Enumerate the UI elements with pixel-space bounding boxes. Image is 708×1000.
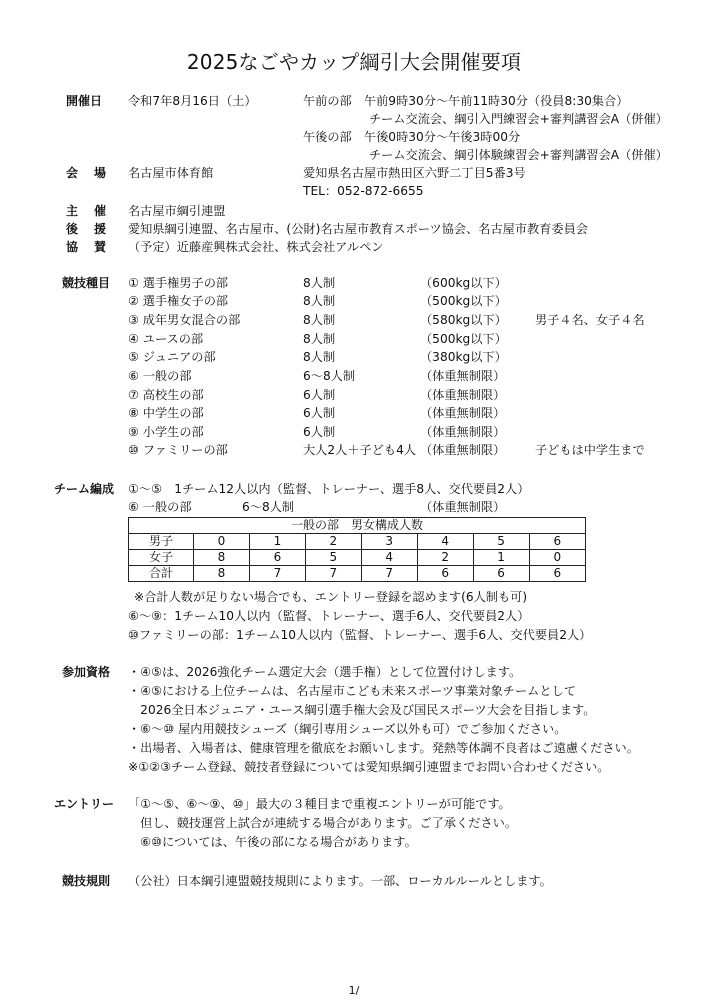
- composition-table: [128, 517, 586, 582]
- event-note: 子どもは中学生まで: [535, 443, 645, 457]
- team-line: ①～⑤ 1チーム12人以内（監督、トレーナー、選手8人、交代要員2人）: [128, 482, 530, 496]
- event-format: 6人制: [303, 388, 336, 402]
- event-note: 男子４名、女子４名: [535, 313, 645, 327]
- table-cell: 7: [361, 566, 417, 582]
- team-note: ⑩ファミリーの部：1チーム10人以内（監督、トレーナー、選手6人、交代要員2人）: [128, 628, 592, 642]
- event-name: ⑥ 一般の部: [128, 369, 192, 383]
- table-cell: 6: [473, 566, 529, 582]
- team-label: チーム編成: [54, 482, 115, 496]
- event-name: ⑩ ファミリーの部: [128, 443, 228, 457]
- table-cell: 4: [361, 550, 417, 566]
- table-row: [129, 566, 586, 582]
- eligibility-line: ・⑥～⑩ 屋内用競技シューズ（綱引専用シューズ以外も可）でご参加ください。: [128, 722, 567, 736]
- schedule-line: チーム交流会、綱引体験練習会+審判講習会A（併催）: [369, 148, 668, 162]
- table-title: 一般の部 男女構成人数: [129, 518, 586, 534]
- table-cell: 8: [194, 550, 250, 566]
- venue-tel: TEL：052-872-6655: [303, 184, 424, 198]
- table-cell: 4: [417, 534, 473, 550]
- entry-line: 但し、競技運営上試合が連続する場合があります。ご了承ください。: [128, 816, 518, 830]
- team-general-format: 6～8人制: [242, 500, 295, 514]
- table-cell: 1: [473, 550, 529, 566]
- table-cell: 2: [305, 534, 361, 550]
- schedule-label: 開催日: [66, 94, 103, 108]
- eligibility-line: ・出場者、入場者は、健康管理を徹底をお願いします。発熱等体調不良者はご遠慮ください。: [128, 741, 639, 755]
- event-weight: （体重無制限）: [420, 388, 506, 402]
- eligibility-line: ※①②③チーム登録、競技者登録については愛知県綱引連盟までお問い合わせください。: [128, 760, 610, 774]
- table-cell: 7: [249, 566, 305, 582]
- sponsor-label: 協賛: [66, 240, 123, 254]
- table-cell: 6: [417, 566, 473, 582]
- event-name: ① 選手権男子の部: [128, 276, 229, 290]
- eligibility-label: 参加資格: [62, 665, 111, 679]
- team-note: ⑥～⑨：1チーム10人以内（監督、トレーナー、選手6人、交代要員2人）: [128, 609, 530, 623]
- event-weight: （体重無制限）: [420, 425, 506, 439]
- organizer-value: 名古屋市綱引連盟: [128, 204, 226, 218]
- row-header: 女子: [129, 550, 194, 566]
- eligibility-line: 2026全日本ジュニア・ユース綱引選手権大会及び国民スポーツ大会を目指します。: [128, 703, 596, 717]
- table-cell: 8: [194, 566, 250, 582]
- event-weight: （500kg以下）: [420, 332, 507, 346]
- table-cell: 0: [529, 550, 585, 566]
- event-name: ② 選手権女子の部: [128, 294, 229, 308]
- event-format: 8人制: [303, 332, 336, 346]
- entry-label: エントリー: [54, 797, 115, 811]
- event-name: ③ 成年男女混合の部: [128, 313, 241, 327]
- event-format: 8人制: [303, 350, 336, 364]
- event-weight: （体重無制限）: [420, 369, 506, 383]
- rules-value: （公社）日本綱引連盟競技規則によります。一部、ローカルルールとします。: [128, 874, 552, 888]
- event-weight: （600kg以下）: [420, 276, 507, 290]
- venue-label: 会場: [66, 166, 123, 180]
- row-header: 男子: [129, 534, 194, 550]
- table-row: [129, 534, 586, 550]
- eligibility-line: ・④⑤における上位チームは、名古屋市こども未来スポーツ事業対象チームとして: [128, 684, 576, 698]
- schedule-date: 令和7年8月16日（土）: [128, 94, 257, 108]
- table-cell: 2: [417, 550, 473, 566]
- event-name: ④ ユースの部: [128, 332, 204, 346]
- table-cell: 6: [529, 566, 585, 582]
- sponsor-value: （予定）近藤産興株式会社、株式会社アルペン: [128, 240, 384, 254]
- event-weight: （500kg以下）: [420, 294, 507, 308]
- team-note: ※合計人数が足りない場合でも、エントリー登録を認めます(6人制も可): [134, 590, 528, 604]
- table-cell: 6: [249, 550, 305, 566]
- entry-line: 「①～⑤、⑥～⑨、⑩」最大の３種目まで重複エントリーが可能です。: [128, 797, 511, 811]
- entry-line: ⑥⑩については、午後の部になる場合があります。: [128, 835, 417, 849]
- table-cell: 3: [361, 534, 417, 550]
- page-title: 2025なごやカップ綱引大会開催要項: [186, 50, 522, 74]
- team-general-name: ⑥ 一般の部: [128, 500, 192, 514]
- event-format: 8人制: [303, 276, 336, 290]
- table-cell: 6: [529, 534, 585, 550]
- supporter-label: 後援: [66, 222, 123, 236]
- event-format: 8人制: [303, 294, 336, 308]
- event-name: ⑤ ジュニアの部: [128, 350, 216, 364]
- event-format: 6～8人制: [303, 369, 356, 383]
- schedule-line: 午後の部 午後0時30分～午後3時00分: [303, 130, 521, 144]
- schedule-line: 午前の部 午前9時30分～午前11時30分（役員8:30集合）: [303, 94, 629, 108]
- event-weight: （体重無制限）: [420, 443, 506, 457]
- supporter-value: 愛知県綱引連盟、名古屋市、(公財)名古屋市教育スポーツ協会、名古屋市教育委員会: [128, 222, 588, 236]
- event-name: ⑦ 高校生の部: [128, 388, 204, 402]
- rules-label: 競技規則: [62, 874, 111, 888]
- table-cell: 1: [249, 534, 305, 550]
- events-label: 競技種目: [62, 276, 111, 290]
- row-header: 合計: [129, 566, 194, 582]
- table-row: [129, 550, 586, 566]
- event-name: ⑨ 小学生の部: [128, 425, 204, 439]
- event-format: 8人制: [303, 313, 336, 327]
- schedule-line: チーム交流会、綱引入門練習会+審判講習会A（併催）: [369, 112, 668, 126]
- table-cell: 7: [305, 566, 361, 582]
- eligibility-line: ・④⑤は、2026強化チーム選定大会（選手権）として位置付けします。: [128, 665, 522, 679]
- event-weight: （体重無制限）: [420, 406, 506, 420]
- event-format: 6人制: [303, 406, 336, 420]
- page-number: 1/: [348, 984, 360, 997]
- event-name: ⑧ 中学生の部: [128, 406, 204, 420]
- table-cell: 0: [194, 534, 250, 550]
- table-cell: 5: [473, 534, 529, 550]
- venue-name: 名古屋市体育館: [128, 166, 214, 180]
- organizer-label: 主催: [66, 204, 123, 218]
- table-cell: 5: [305, 550, 361, 566]
- event-weight: （580kg以下）: [420, 313, 507, 327]
- event-format: 大人2人＋子ども4人: [303, 443, 417, 457]
- venue-address: 愛知県名古屋市熱田区六野二丁目5番3号: [303, 166, 526, 180]
- event-weight: （380kg以下）: [420, 350, 507, 364]
- event-format: 6人制: [303, 425, 336, 439]
- table-row: [129, 518, 586, 534]
- team-general-weight: （体重無制限）: [420, 500, 506, 514]
